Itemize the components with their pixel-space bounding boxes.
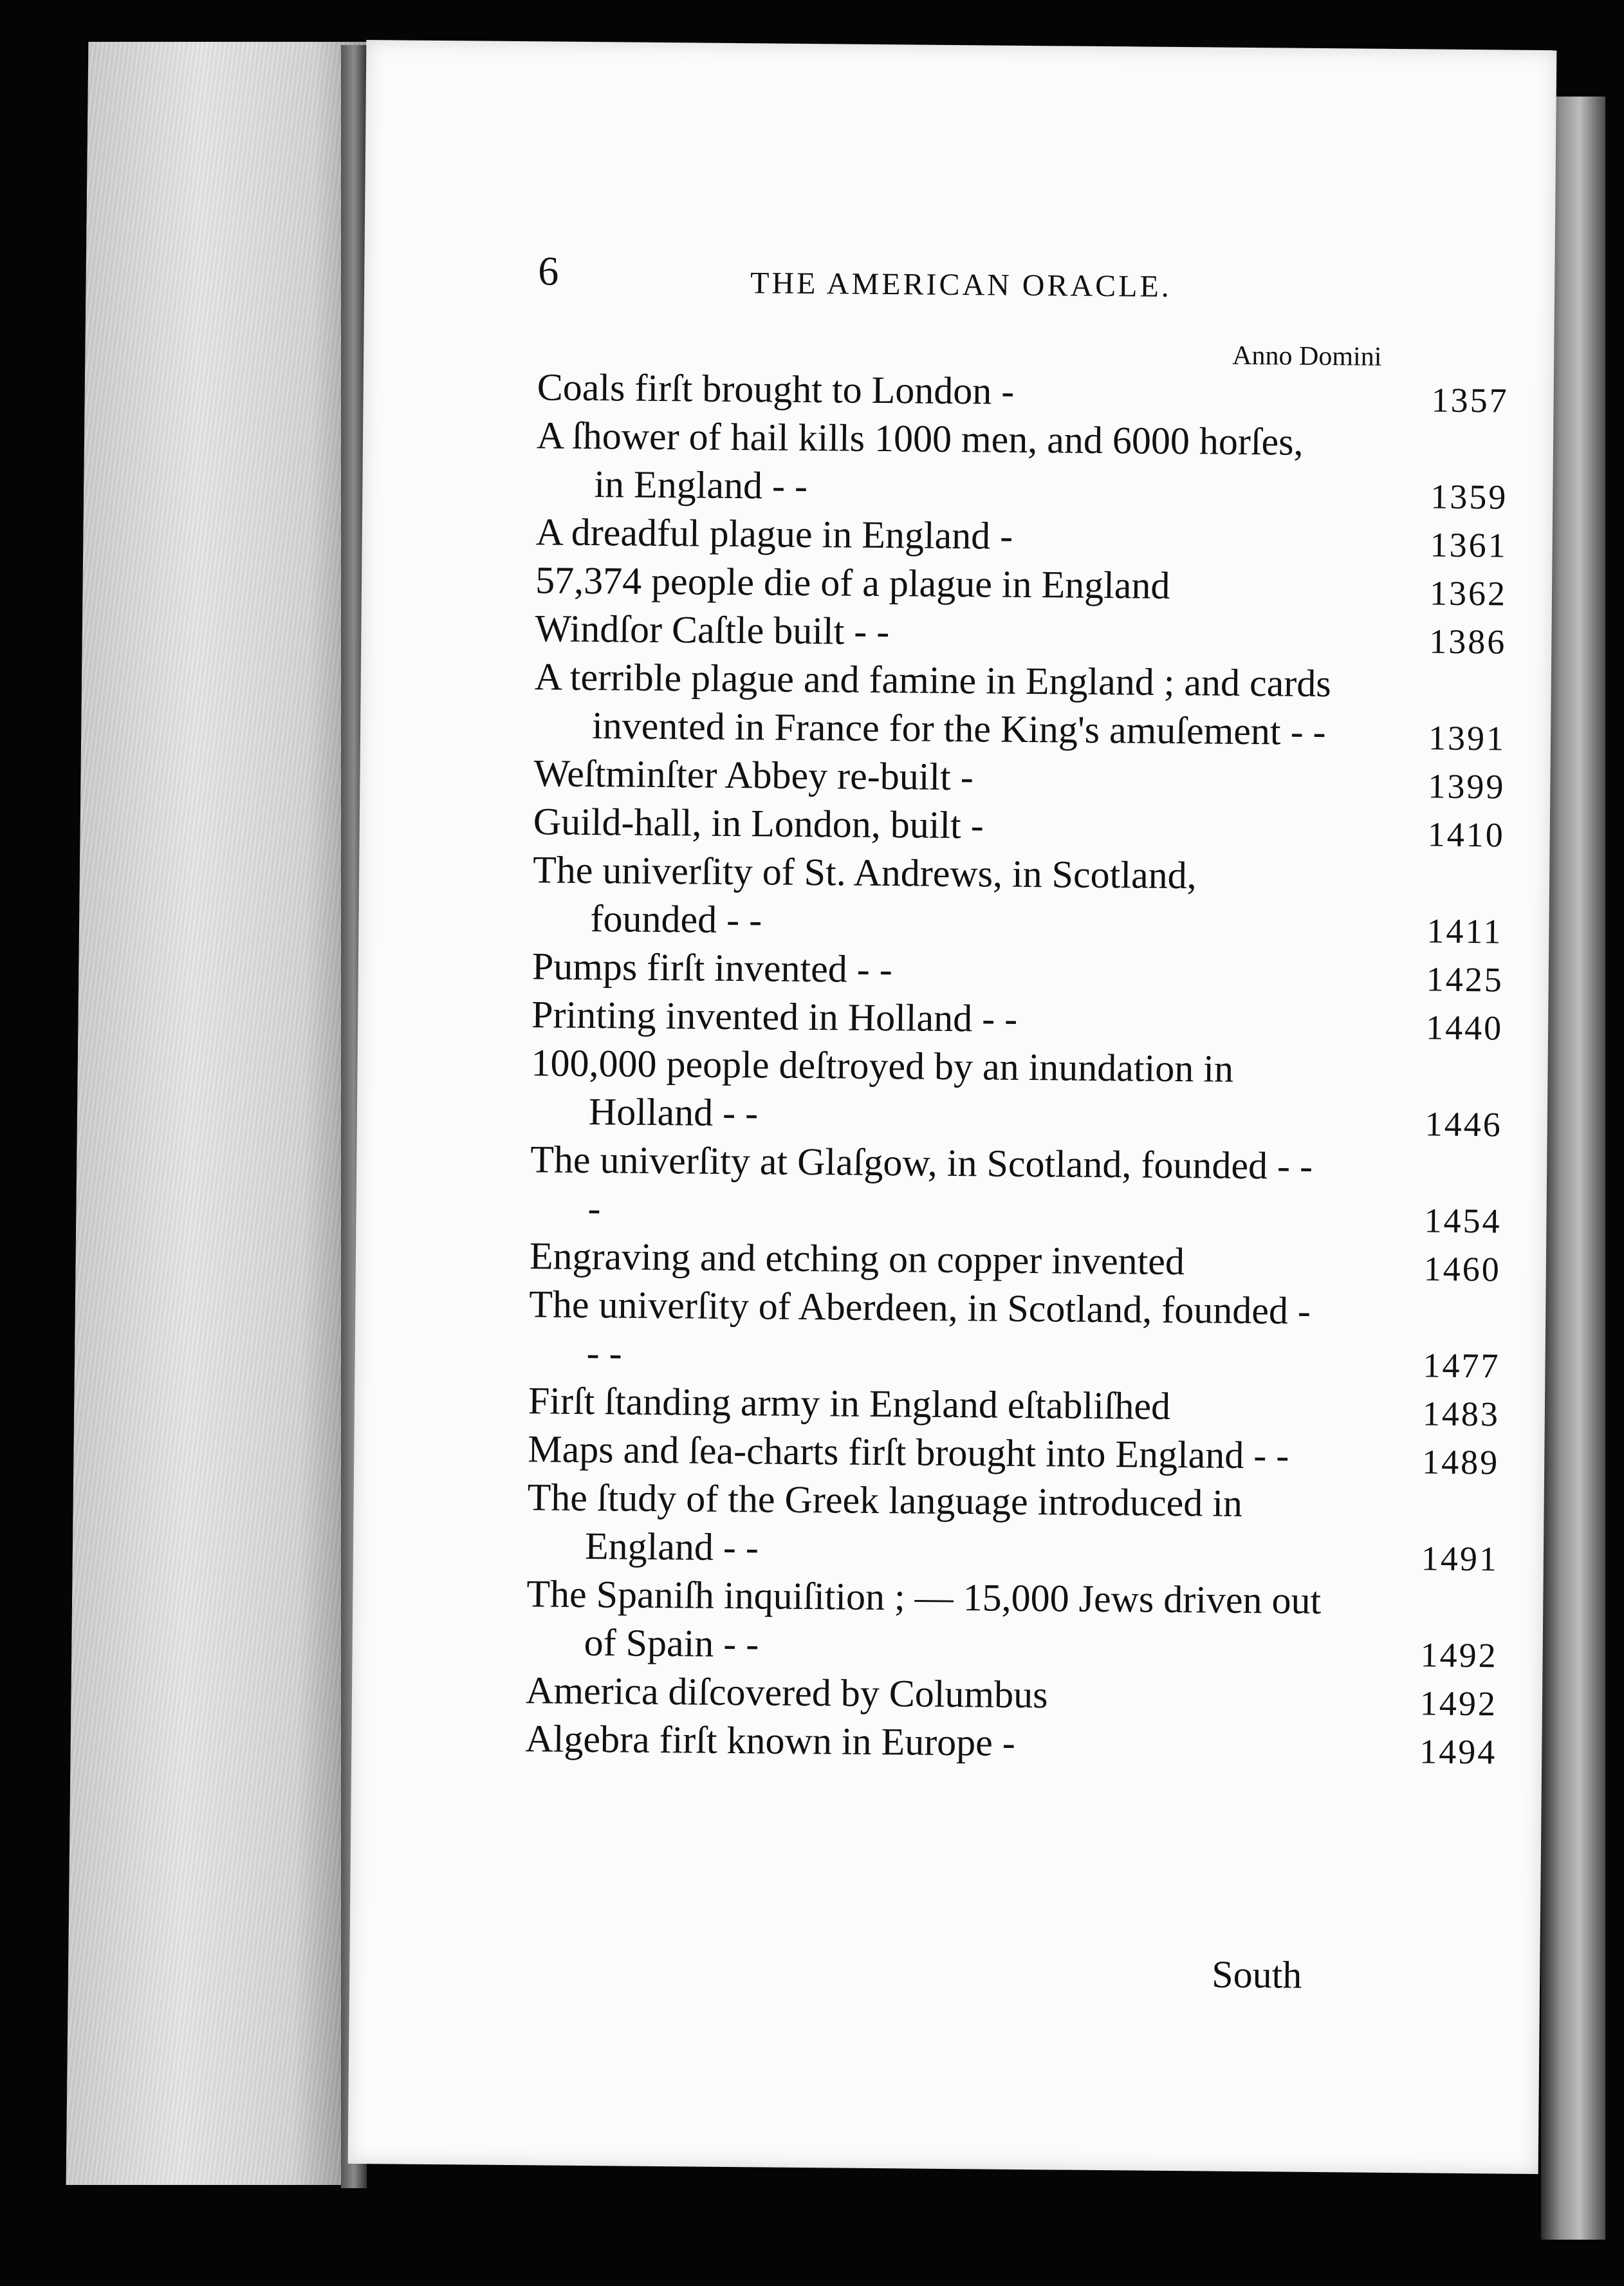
- catchword: South: [1211, 1953, 1302, 1996]
- list-item: [535, 604, 1539, 662]
- entry-year: 1460: [1423, 1249, 1502, 1289]
- entry-text: Pumps firſt invented - -: [531, 945, 893, 991]
- list-item: [534, 653, 1538, 758]
- entry-year: 1454: [1424, 1201, 1502, 1241]
- entry-year: 1489: [1421, 1442, 1500, 1482]
- list-item: [532, 942, 1536, 999]
- list-item: [527, 1473, 1531, 1579]
- entry-text: The univerſity of St. Andrews, in Scotland, founded - -: [532, 848, 1197, 942]
- book-page: [348, 40, 1557, 2174]
- entry-year: 1359: [1430, 477, 1508, 517]
- entry-year: 1494: [1419, 1732, 1497, 1772]
- entry-year: 1446: [1425, 1104, 1503, 1144]
- entry-text: 100,000 people deſtroyed by an inundation in Holland - -: [531, 1041, 1234, 1135]
- list-item: [528, 1280, 1533, 1386]
- entry-text: The Spaniſh inquiſition ; — 15,000 Jews driven out of Spain - -: [526, 1572, 1322, 1666]
- entry-year: 1410: [1427, 815, 1505, 855]
- entry-year: 1492: [1419, 1684, 1498, 1724]
- list-item: [530, 1232, 1534, 1289]
- chronology-list: [525, 363, 1541, 1772]
- list-item: [536, 411, 1540, 517]
- list-item: [526, 1666, 1530, 1724]
- entry-year: 1361: [1430, 525, 1508, 565]
- entry-year: 1492: [1420, 1635, 1498, 1675]
- list-item: [526, 1570, 1530, 1675]
- entry-text: Algebra firſt known in Europe -: [525, 1717, 1016, 1764]
- entry-text: Windſor Caſtle built - -: [535, 607, 890, 653]
- entry-text: 57,374 people die of a plague in England: [535, 559, 1170, 607]
- entry-year: 1399: [1428, 767, 1506, 806]
- list-item: [530, 1135, 1534, 1241]
- list-item: [533, 797, 1538, 855]
- entry-text: The ſtudy of the Greek language introduced in England - -: [527, 1476, 1243, 1569]
- list-item: [528, 1425, 1532, 1482]
- entry-text: A dreadful plague in England -: [535, 510, 1013, 557]
- list-item: [535, 508, 1540, 565]
- entry-text: Weſtminſter Abbey re-built -: [533, 752, 974, 799]
- entry-year: 1440: [1425, 1008, 1504, 1048]
- list-item: [525, 1714, 1529, 1772]
- entry-year: 1386: [1429, 622, 1507, 662]
- entry-text: Firſt ſtanding army in England eſtabliſhed: [528, 1379, 1171, 1427]
- entry-text: The univerſity of Aberdeen, in Scotland, founded - - -: [529, 1283, 1311, 1375]
- entry-year: 1357: [1431, 380, 1509, 420]
- entry-year: 1491: [1421, 1539, 1499, 1579]
- list-item: [537, 363, 1541, 420]
- entry-year: 1391: [1428, 718, 1506, 758]
- column-header: Anno Domini: [1232, 340, 1382, 372]
- book-cover-left: [66, 42, 372, 2185]
- entry-text: America diſcovered by Columbus: [525, 1669, 1048, 1716]
- page-content: [348, 40, 1557, 2174]
- entry-year: 1477: [1423, 1346, 1500, 1386]
- entry-text: A ſhower of hail kills 1000 men, and 6000 horſes, in England - -: [536, 414, 1304, 507]
- entry-text: Coals firſt brought to London -: [537, 366, 1015, 413]
- list-item: [532, 846, 1536, 951]
- entry-text: Guild-hall, in London, built -: [533, 800, 984, 847]
- running-head: THE AMERICAN ORACLE.: [750, 266, 1172, 304]
- entry-text: The univerſity at Glaſgow, in Scotland, founded - - -: [530, 1138, 1313, 1230]
- entry-year: 1483: [1422, 1394, 1500, 1434]
- entry-year: 1362: [1429, 573, 1508, 613]
- entry-text: Printing invented in Holland - -: [531, 993, 1018, 1040]
- entry-text: Maps and ſea-charts firſt brought into England - -: [528, 1427, 1289, 1477]
- entry-year: 1411: [1426, 911, 1503, 951]
- list-item: [533, 749, 1538, 806]
- entry-text: Engraving and etching on copper invented: [529, 1234, 1185, 1283]
- list-item: [535, 556, 1540, 613]
- page-number: 6: [538, 248, 559, 294]
- entry-year: 1425: [1426, 960, 1504, 999]
- list-item: [531, 990, 1536, 1048]
- list-item: [528, 1377, 1533, 1434]
- entry-text: A terrible plague and famine in England ; and cards invented in France for the King's amuſement - -: [534, 655, 1331, 754]
- list-item: [531, 1039, 1535, 1144]
